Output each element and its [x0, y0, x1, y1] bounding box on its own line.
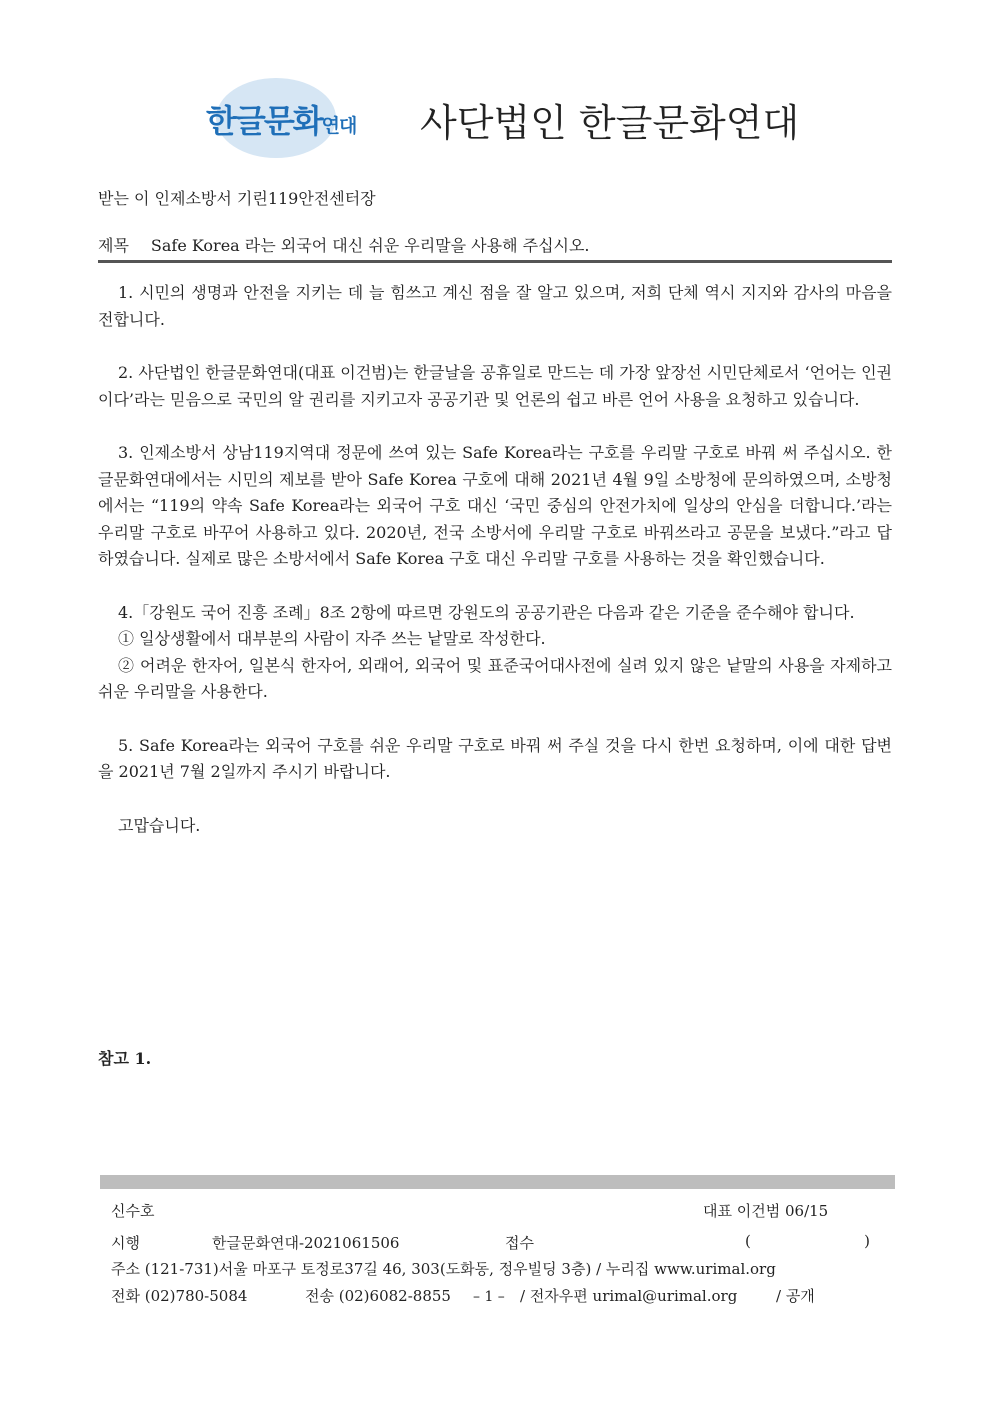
footer-ceo-approval: 대표 이건범 06/15	[703, 1202, 829, 1220]
organization-logo	[196, 74, 396, 164]
paragraph-5: 5. Safe Korea라는 외국어 구호를 쉬운 우리말 구호로 바꿔 써 주실 것을 다시 한번 요청하며, 이에 대한 답변을 2021년 7월 2일까지 주시기 바랍니다.	[98, 735, 892, 781]
logo-wordmark-suffix: 연대	[321, 115, 357, 137]
footer-public-status: / 공개	[776, 1287, 815, 1305]
footer-jeopsu-field	[745, 1232, 870, 1250]
paragraph-1: 1. 시민의 생명과 안전을 지키는 데 늘 힘쓰고 계신 점을 잘 알고 있으며, 저희 단체 역시 지지와 감사의 마음을 전합니다.	[98, 283, 892, 329]
footer-paren-open: (	[745, 1232, 751, 1250]
recipient-line: 받는 이 인제소방서 기린119안전센터장	[98, 189, 376, 208]
footer-sihaeng-label: 시행	[111, 1234, 140, 1252]
subject-text: Safe Korea 라는 외국어 대신 쉬운 우리말을 사용해 주십시오.	[150, 236, 590, 255]
criteria-item-1: ① 일상생활에서 대부분의 사람이 자주 쓰는 낱말로 작성한다.	[118, 629, 546, 648]
logo-wordmark-main: 한글문화	[206, 102, 322, 140]
subject-line	[98, 233, 590, 256]
footer-address: 주소 (121-731)서울 마포구 토정로37길 46, 303(도화동, 정우빌딩 3층) / 누리집 www.urimal.org	[111, 1260, 776, 1278]
header-divider	[98, 260, 892, 263]
footer-telephone: 전화 (02)780-5084	[111, 1287, 248, 1305]
paragraph-3: 3. 인제소방서 상남119지역대 정문에 쓰여 있는 Safe Korea라는 구호를 우리말 구호로 바꿔 써 주십시오. 한글문화연대에서는 시민의 제보를 받아 Safe Korea 구호에 대해 2021년 4월 9일 소방청에 문의하였으며, 소방청에서는 “119의 약속 Safe Korea라는 외국어 구호 대신 ‘국민 중심의 안전가치에 일상의 안심을 더합니다.’라는 우리말 구호로 바꾸어 사용하고 있다. 2020년, 전국 소방서에 우리말 구호로 바꿔쓰라고 공문을 보냈다.”라고 답하였습니다. 실제로 많은 소방서에서 Safe Korea 구호 대신 우리말 구호를 사용하는 것을 확인했습니다.	[98, 443, 892, 568]
closing-thanks: 고맙습니다.	[118, 815, 201, 835]
letter-body	[98, 280, 892, 839]
organization-title: 사단법인 한글문화연대	[420, 101, 800, 145]
criteria-item-2: ② 어려운 한자어, 일본식 한자어, 외래어, 외국어 및 표준국어대사전에 실려 있지 않은 낱말의 사용을 자제하고 쉬운 우리말을 사용한다.	[98, 655, 892, 701]
logo-wordmark	[206, 96, 356, 142]
footer-fax: 전송 (02)6082-8855	[305, 1287, 451, 1305]
footer-paren-close: )	[864, 1232, 870, 1250]
footer-document-number: 한글문화연대-2021061506	[212, 1234, 400, 1252]
subject-label: 제목	[98, 236, 129, 255]
footer-divider-bar	[100, 1175, 895, 1189]
reference-label: 참고 1.	[98, 1049, 152, 1068]
footer-sinsuho: 신수호	[111, 1202, 155, 1220]
paragraph-2: 2. 사단법인 한글문화연대(대표 이건범)는 한글날을 공휴일로 만드는 데 가장 앞장선 시민단체로서 ‘언어는 인권이다’라는 믿음으로 국민의 알 권리를 지키고자 공공기관 및 언론의 쉽고 바른 언어 사용을 요청하고 있습니다.	[98, 363, 892, 409]
paragraph-4: 4.「강원도 국어 진흥 조례」8조 2항에 따르면 강원도의 공공기관은 다음과 같은 기준을 준수해야 합니다.	[118, 602, 855, 622]
footer-jeopsu-label: 접수	[505, 1234, 534, 1252]
footer-email: / 전자우편 urimal@urimal.org	[520, 1287, 738, 1305]
page-number: – 1 –	[473, 1289, 505, 1305]
